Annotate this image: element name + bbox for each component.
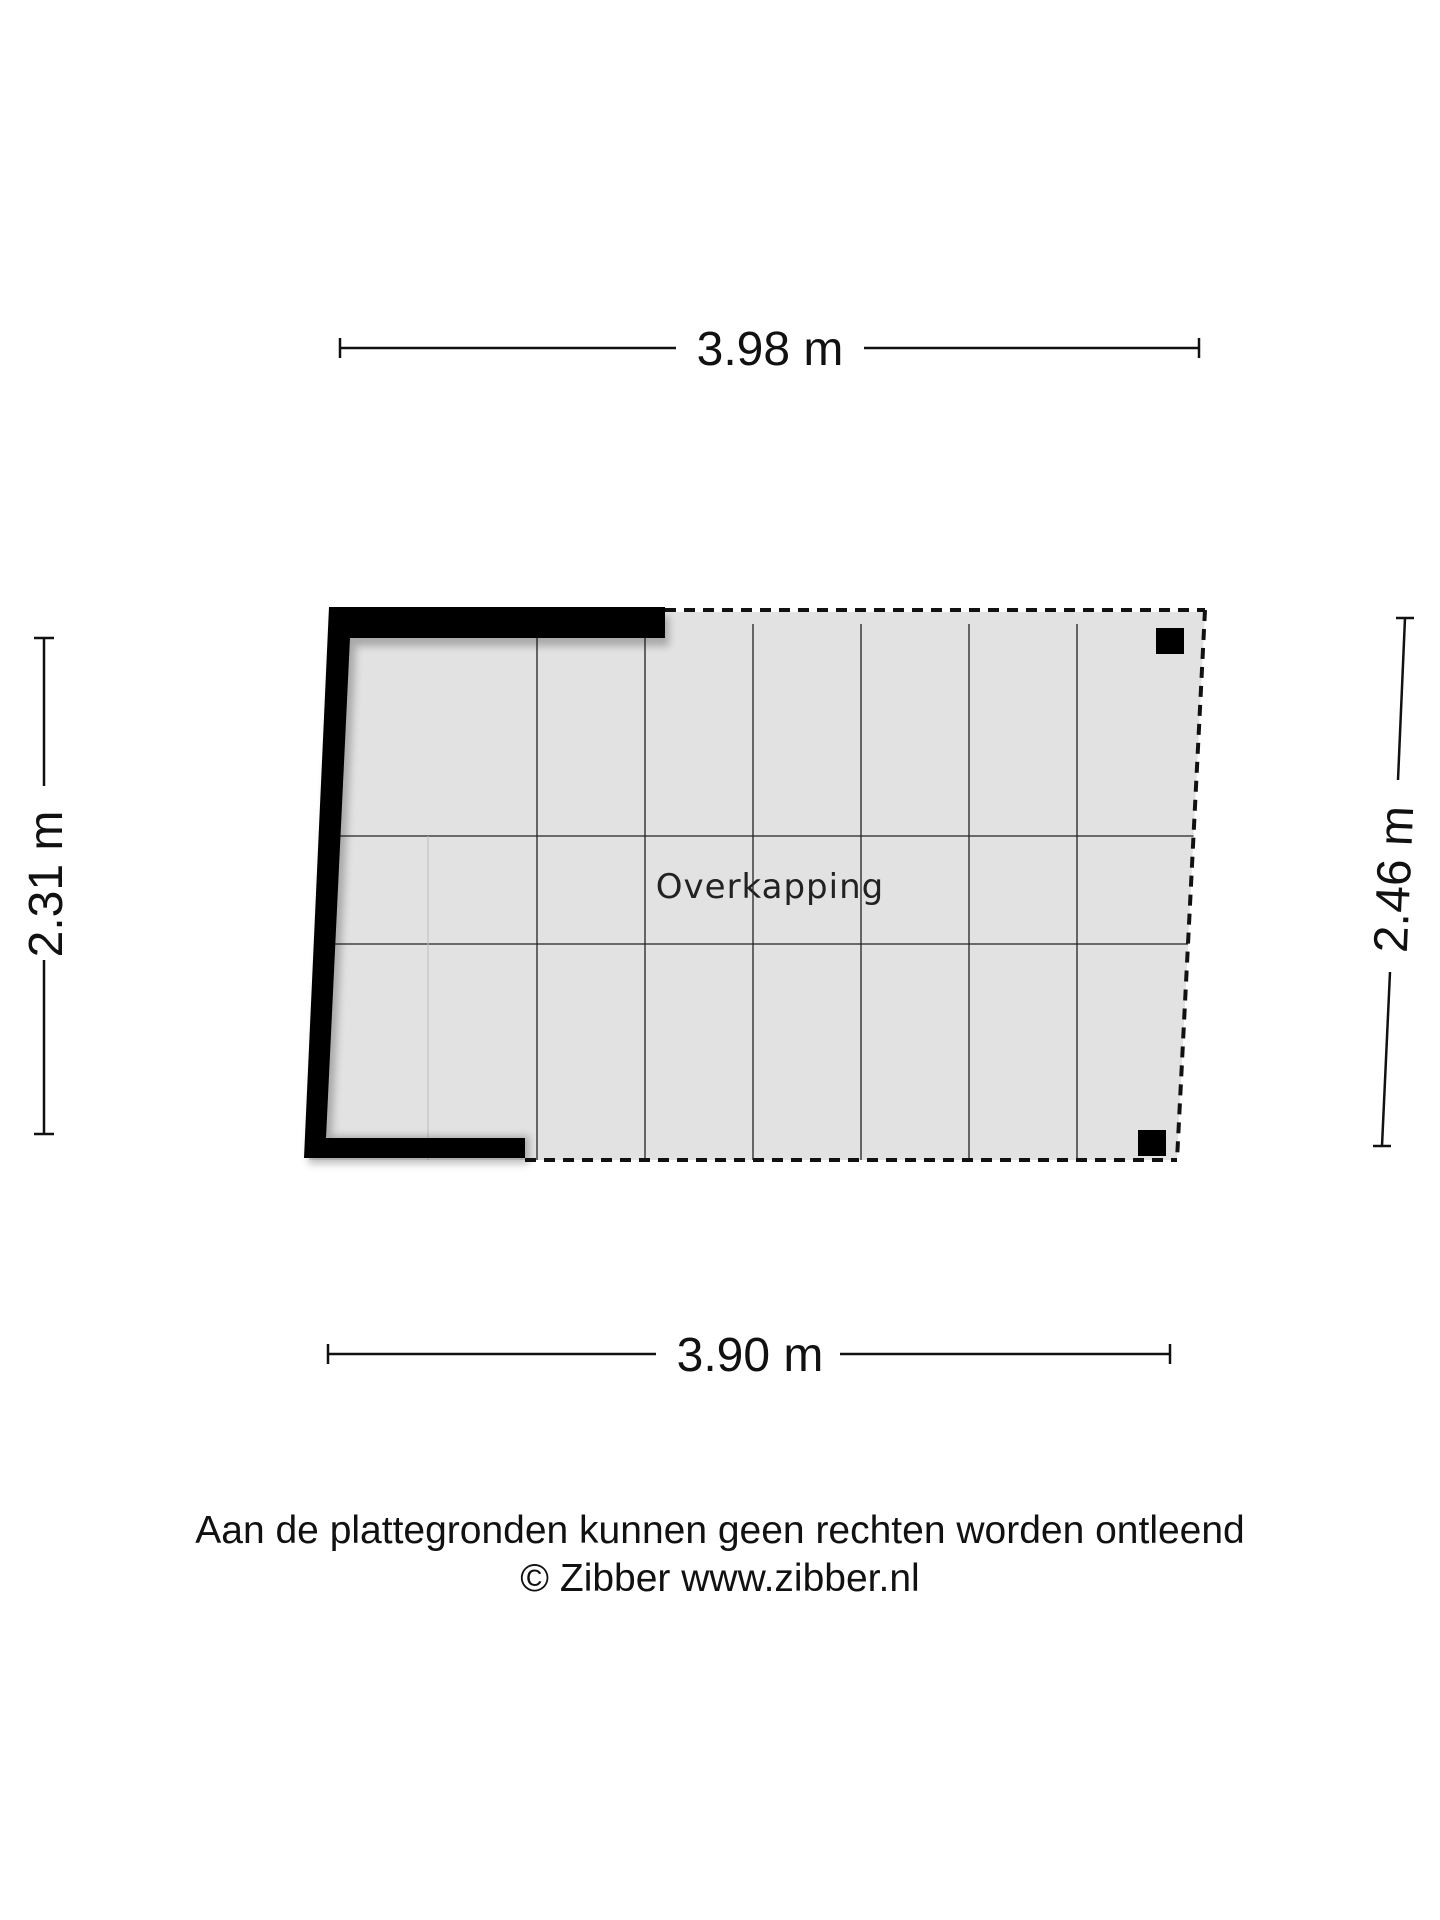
post-top-right	[1156, 628, 1184, 654]
post-bottom-right	[1138, 1130, 1166, 1156]
dimension-left-label: 2.31 m	[20, 810, 73, 958]
dimension-bottom-label: 3.90 m	[676, 1329, 824, 1382]
copyright-text: © Zibber www.zibber.nl	[520, 1557, 920, 1600]
dimension-right-label: 2.46 m	[1364, 804, 1425, 954]
room-label: Overkapping	[655, 867, 885, 907]
dimension-top-label: 3.98 m	[696, 323, 844, 376]
disclaimer-text: Aan de plattegronden kunnen geen rechten worden ontleend	[195, 1509, 1245, 1552]
